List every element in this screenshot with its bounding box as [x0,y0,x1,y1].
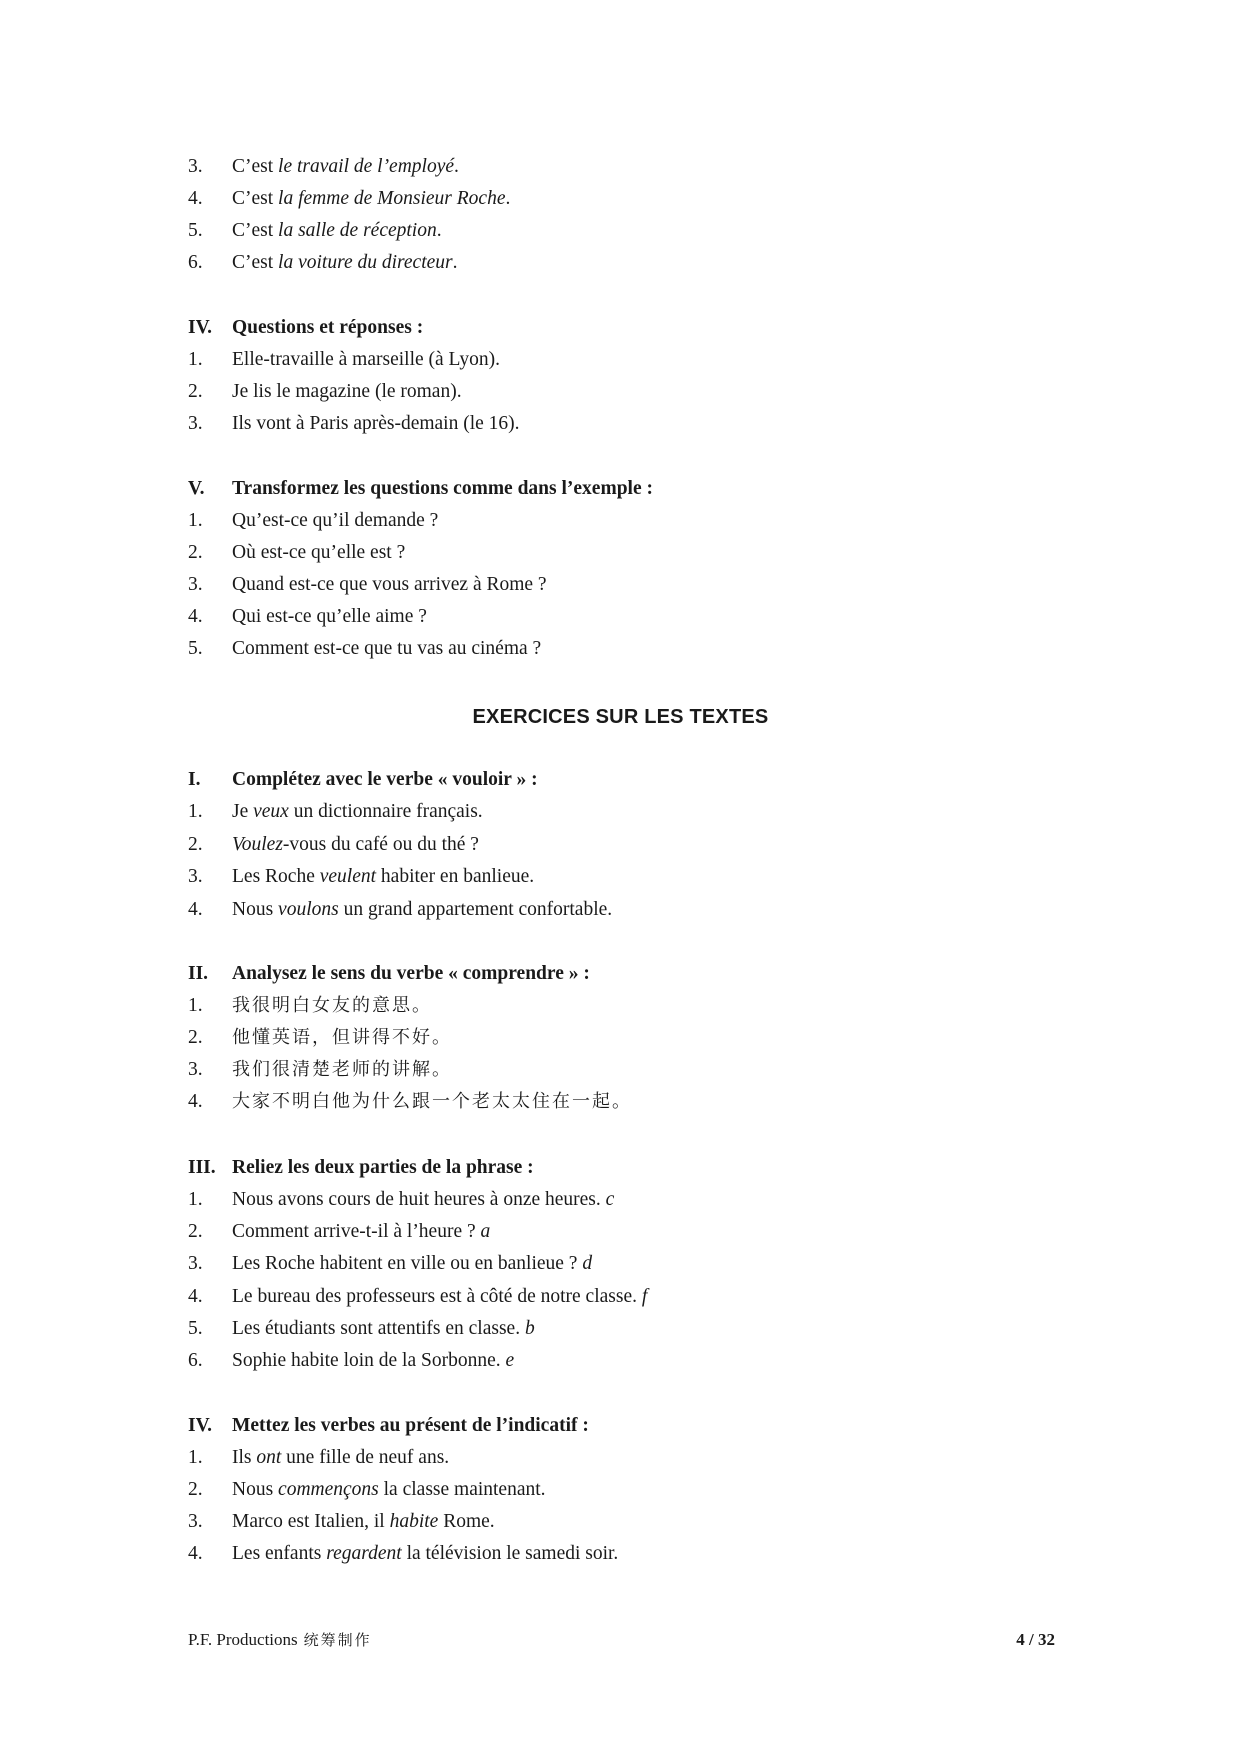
page-number: 4 / 32 [1016,1630,1055,1649]
page-title: EXERCICES SUR LES TEXTES [472,706,769,728]
document-page: 3. C’est le travail de l’employé. 4. C’est la femme de Monsieur Roche. 5. C’est la salle de réception. 6. C’est la voiture du directeur. IV. Questions et réponses : 1. Elle-travaille à marseille (à Lyon). 2. Je lis le magazine (le roman). 3. Ils vont à Paris après-demain (le 16). V. Transformez les questions comme dans l’exemple : 1. Qu’est-ce qu’il demande ? 2. Où est-ce qu’elle est ? 3. Quand est-ce que vous arrivez à Rome ? 4. Qui est-ce qu’elle aime ? 5. Comment est-ce que tu vas au cinéma ? EXERCICES SUR LES TEXTES I. Complétez avec le verbe « vouloir » : 1. Je veux un dictionnaire français. 2. Voulez-vous du café ou du thé ? 3. Les Roche veulent habiter en banlieue. 4. Nous voulons un grand appartement confortable. II. Analysez le sens du verbe « comprendre » : 1. 我很明白女友的意思。 2. 他懂英语，但讲得不好。 3. 我们很清楚老师的讲解。 4. 大家不明白他为什么跟一个老太太住在一起。 III. Reliez les deux parties de la phrase : 1. Nous avons cours de huit heures à onze heures. c 2. Comment arrive-t-il à l’heure ? a 3. Les Roche habitent en ville ou en banlieue ? d 4. Le bureau des professeurs est à côté de notre classe. f 5. Les étudiants sont attentifs en classe. b 6. Sophie habite loin de la Sorbonne. e IV. Mettez les verbes au présent de l’indicatif : 1. Ils ont une fille de neuf ans. 2. Nous commençons la classe maintenant. 3. Marco est Italien, il habite Rome. 4. Les enfants regardent la télévision le samedi soir. P.F. Productions 统筹制作 4 / 32 [0,0,1241,1754]
footer-credit: P.F. Productions 统筹制作 [188,1630,372,1649]
